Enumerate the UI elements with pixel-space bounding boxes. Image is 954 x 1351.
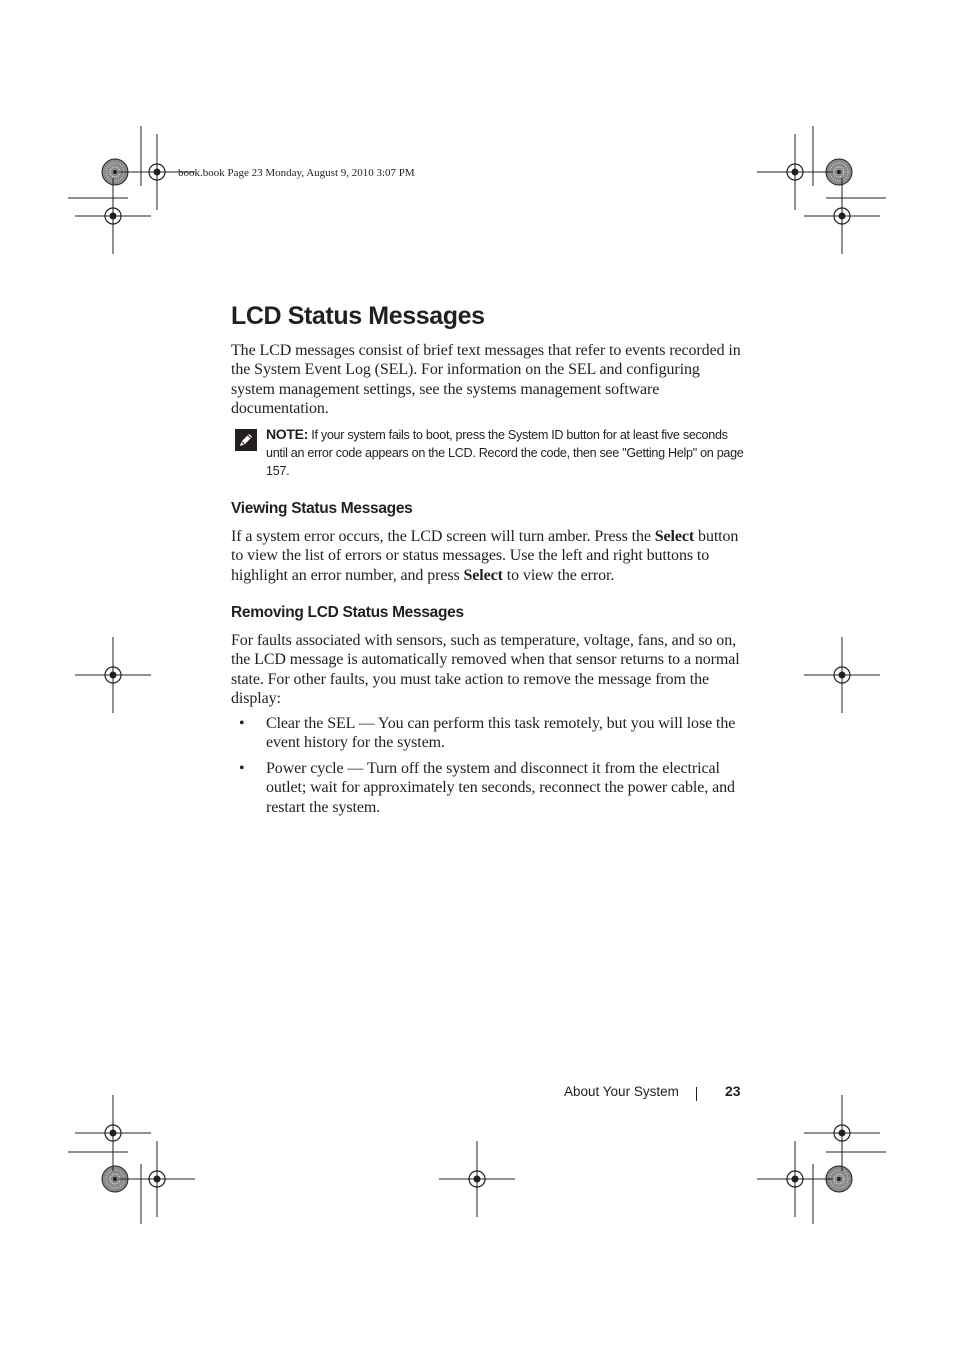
removing-paragraph: For faults associated with sensors, such as temperature, voltage, fans, and so on, the LCD message is automatically removed when that sensor returns to a normal state. For other faults, you must take action to remove the message from the display: bbox=[231, 632, 740, 708]
section-heading-removing: Removing LCD Status Messages bbox=[231, 604, 464, 621]
removal-actions-list bbox=[231, 714, 745, 823]
note-body: If your system fails to boot, press the System ID button for at least five seconds until an error code appears on the LCD. Record the code, then see "Getting Help" on page 157. bbox=[266, 428, 744, 478]
page-heading: LCD Status Messages bbox=[231, 302, 485, 330]
intro-paragraph: The LCD messages consist of brief text messages that refer to events recorded in the System Event Log (SEL). For information on the SEL and configuring system management settings, see the systems management software documentation. bbox=[231, 342, 741, 418]
viewing-text-3: to view the error. bbox=[502, 566, 615, 584]
viewing-text-1: If a system error occurs, the LCD screen will turn amber. Press the bbox=[231, 528, 655, 545]
note-label: NOTE: bbox=[266, 426, 309, 442]
section-heading-viewing: Viewing Status Messages bbox=[231, 500, 413, 517]
footer-divider bbox=[696, 1087, 697, 1101]
note-text bbox=[266, 425, 745, 480]
print-slug: book.book Page 23 Monday, August 9, 2010 3:07 PM bbox=[178, 167, 415, 179]
select-term: Select bbox=[463, 566, 503, 584]
note-callout bbox=[231, 425, 745, 480]
select-term: Select bbox=[654, 528, 695, 545]
note-pencil-icon bbox=[235, 429, 257, 451]
bullet-icon: • bbox=[239, 759, 245, 777]
list-item bbox=[231, 759, 745, 817]
bullet-icon: • bbox=[239, 715, 245, 732]
viewing-paragraph bbox=[231, 527, 745, 585]
list-item-text: Clear the SEL — You can perform this task remotely, but you will lose the event history for the system. bbox=[266, 715, 736, 752]
footer-section-title: About Your System bbox=[564, 1084, 679, 1099]
list-item-text: Power cycle — Turn off the system and disconnect it from the electrical outlet; wait for approximately ten seconds, reconnect the power cable, and restart the system. bbox=[266, 759, 735, 816]
page-number: 23 bbox=[725, 1083, 741, 1099]
viewing-text-2: button to view the list of errors or status messages. Use the left and right buttons to highlight an error number, and press bbox=[231, 528, 739, 584]
list-item bbox=[231, 714, 745, 753]
